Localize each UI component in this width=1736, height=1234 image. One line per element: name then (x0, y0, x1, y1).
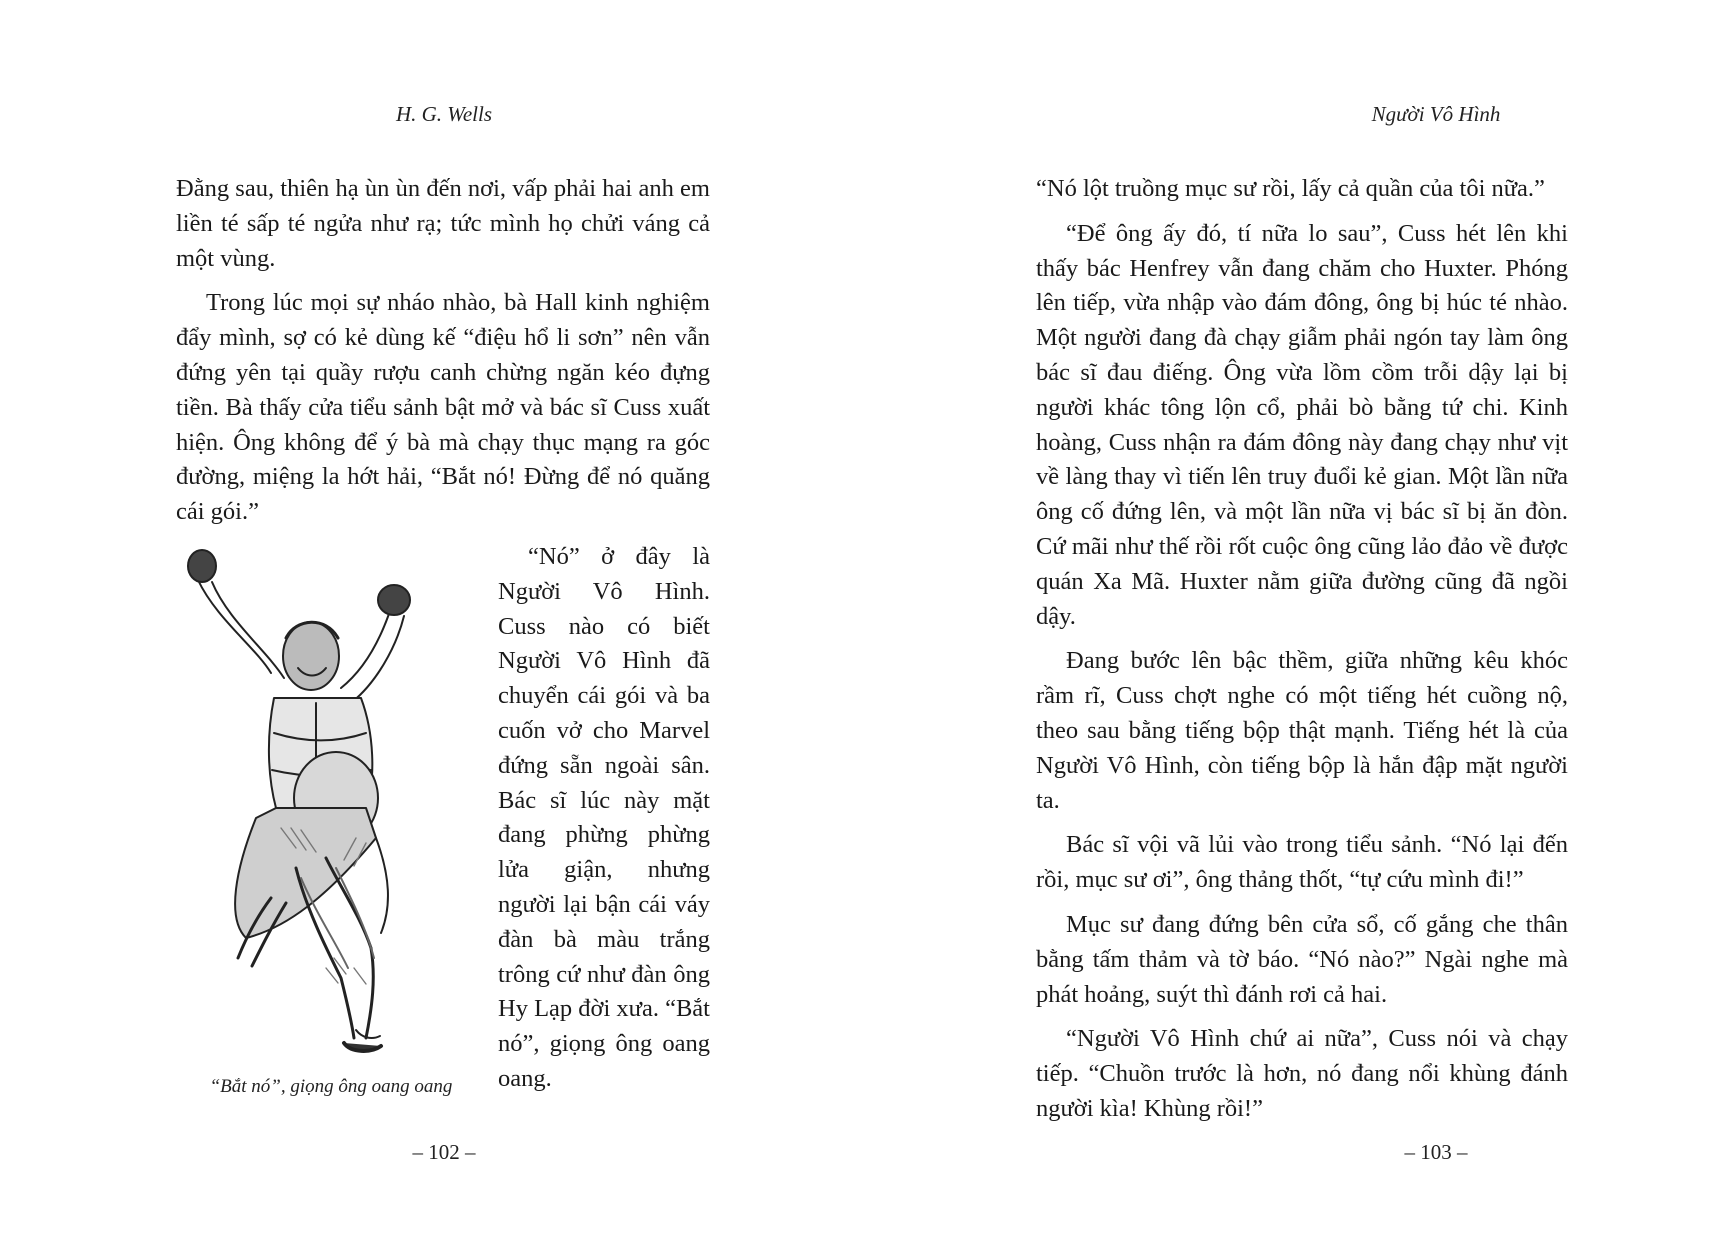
page-number: – 103 – (1404, 1140, 1468, 1164)
page-number-left (0, 1140, 868, 1165)
paragraph: Bác sĩ vội vã lủi vào trong tiểu sảnh. “Nó lại đến rồi, mục sư ơi”, ông thảng thốt, “tự cứu mình đi!” (1036, 831, 1568, 894)
paragraph: “Để ông ấy đó, tí nữa lo sau”, Cuss hét lên khi thấy bác Henfrey vẫn đang chăm cho Huxter. Phóng lên tiếp, vừa nhập vào đám đông, ông bị húc té nhào. Một người đang đà chạy giẫm phải ngón tay làm ông bác sĩ đau điếng. Ông vừa lồm cồm trỗi dậy lại bị người khác tông lộn cổ, phải bò bằng tứ chi. Kinh hoàng, Cuss nhận ra đám đông này đang chạy như vịt về làng thay vì tiến lên truy đuổi kẻ gian. Một lần nữa ông cố đứng lên, và một lần nữa vị bác sĩ bị ăn đòn. Cứ mãi như thế rồi rốt cuộc ông cũng lảo đảo về được quán Xa Mã. Huxter nằm giữa đường cũng đã ngồi dậy. (1036, 219, 1568, 630)
paragraph: “Người Vô Hình chứ ai nữa”, Cuss nói và chạy tiếp. “Chuồn trước là hơn, nó đang nổi khùng đánh người kìa! Khùng rồi!” (1036, 1025, 1568, 1122)
running-head-title (868, 102, 1736, 127)
paragraph: “Nó lột truồng mục sư rồi, lấy cả quần của tôi nữa.” (1036, 175, 1545, 202)
illustration-running-man (176, 538, 476, 1068)
wrapped-paragraph (498, 540, 710, 1097)
paragraph: Đằng sau, thiên hạ ùn ùn đến nơi, vấp phải hai anh em liền té sấp té ngửa như rạ; tức mình họ chửi váng cả một vùng. (176, 175, 710, 272)
book-title: Người Vô Hình (1371, 102, 1501, 126)
running-head-author (0, 102, 868, 127)
paragraph: Đang bước lên bậc thềm, giữa những kêu khóc rầm rĩ, Cuss chợt nghe có một tiếng hét cuồng nộ, theo sau bằng tiếng bộp thật mạnh. Tiếng hét là của Người Vô Hình, còn tiếng bộp là hắn đập mặt người ta. (1036, 647, 1568, 814)
right-body-text (1036, 172, 1568, 1137)
author-name: H. G. Wells (395, 102, 493, 126)
paragraph: Trong lúc mọi sự nháo nhào, bà Hall kinh nghiệm đẩy mình, sợ có kẻ dùng kế “điệu hổ li sơn” nên vẫn đứng yên tại quầy rượu canh chừng ngăn kéo đựng tiền. Bà thấy cửa tiểu sảnh bật mở và bác sĩ Cuss xuất hiện. Ông không để ý bà mà chạy thục mạng ra góc đường, miệng la hớt hải, “Bắt nó! Đừng để nó quăng cái gói.” (176, 289, 710, 526)
page-number-right (868, 1140, 1736, 1165)
paragraph: Mục sư đang đứng bên cửa sổ, cố gắng che thân bằng tấm thảm và tờ báo. “Nó nào?” Ngài nghe mà phát hoảng, suýt thì đánh rơi cả hai. (1036, 910, 1568, 1008)
figure-caption: “Bắt nó”, giọng ông oang oang (209, 1076, 453, 1097)
right-page (868, 0, 1736, 1234)
left-body-text (176, 172, 710, 540)
page-number: – 102 – (412, 1140, 476, 1164)
running-man-sketch-icon (176, 538, 476, 1068)
paragraph: “Nó” ở đây là Người Vô Hình. Cuss nào có biết Người Vô Hình đã chuyển cái gói và ba cuốn vở cho Marvel đứng sẵn ngoài sân. Bác sĩ lúc này mặt đang phừng phừng lửa giận, nhưng người lại bận cái váy đàn bà màu trắng trông cứ như đàn ông Hy Lạp đời xưa. “Bắt nó”, giọng ông oang oang. (498, 543, 710, 1092)
